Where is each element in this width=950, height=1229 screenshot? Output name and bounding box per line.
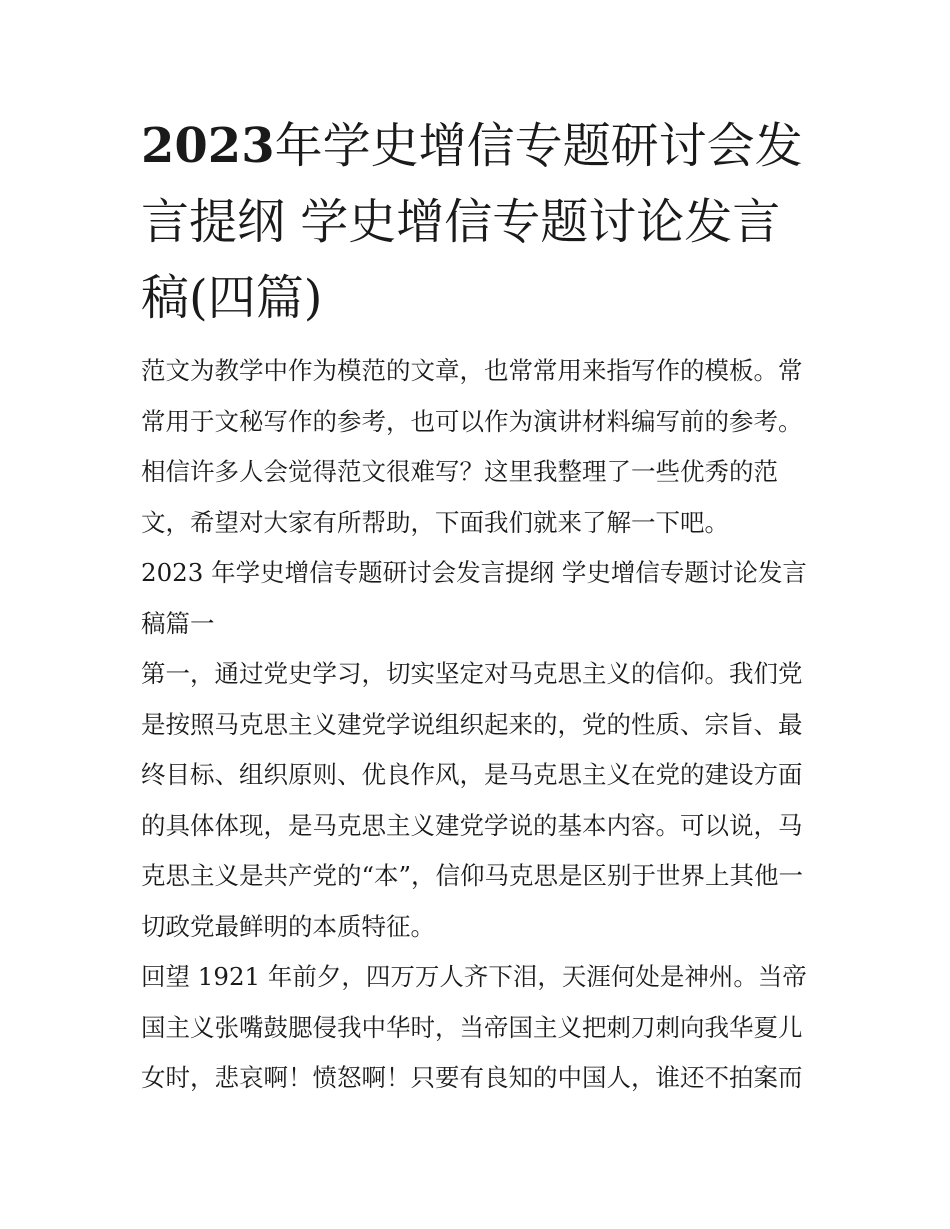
document-title — [141, 108, 816, 336]
title-text: 年学史增信专题研讨会发言提纲 学史增信专题讨论发言稿(四篇) — [141, 118, 803, 326]
title-year: 2023 — [141, 118, 275, 174]
document-body — [141, 108, 816, 1104]
intro-paragraph: 范文为教学中作为模范的文章，也常常用来指写作的模板。常常用于文秘写作的参考，也可以作为演讲材料编写前的参考。相信许多人会觉得范文很难写？这里我整理了一些优秀的范文，希望对大家有所帮助，下面我们就来了解一下吧。 — [141, 356, 803, 537]
body-paragraph: 回望 1921 年前夕，四万万人齐下泪，天涯何处是神州。当帝国主义张嘴鼓腮侵我中华时，当帝国主义把刺刀刺向我华夏儿女时，悲哀啊！愤怒啊！只要有良知的中国人，谁还不拍案而 — [141, 962, 807, 1092]
body-paragraph: 第一，通过党史学习，切实坚定对马克思主义的信仰。我们党是按照马克思主义建党学说组织起来的，党的性质、宗旨、最终目标、组织原则、优良作风，是马克思主义在党的建设方面的具体体现，是马克思主义建党学说的基本内容。可以说，马克思主义是共产党的“本”，信仰马克思是区别于世界上其他一切政党最鲜明的本质特征。 — [141, 659, 804, 941]
section-heading: 2023 年学史增信专题研讨会发言提纲 学史增信专题讨论发言稿篇一 — [141, 558, 807, 638]
